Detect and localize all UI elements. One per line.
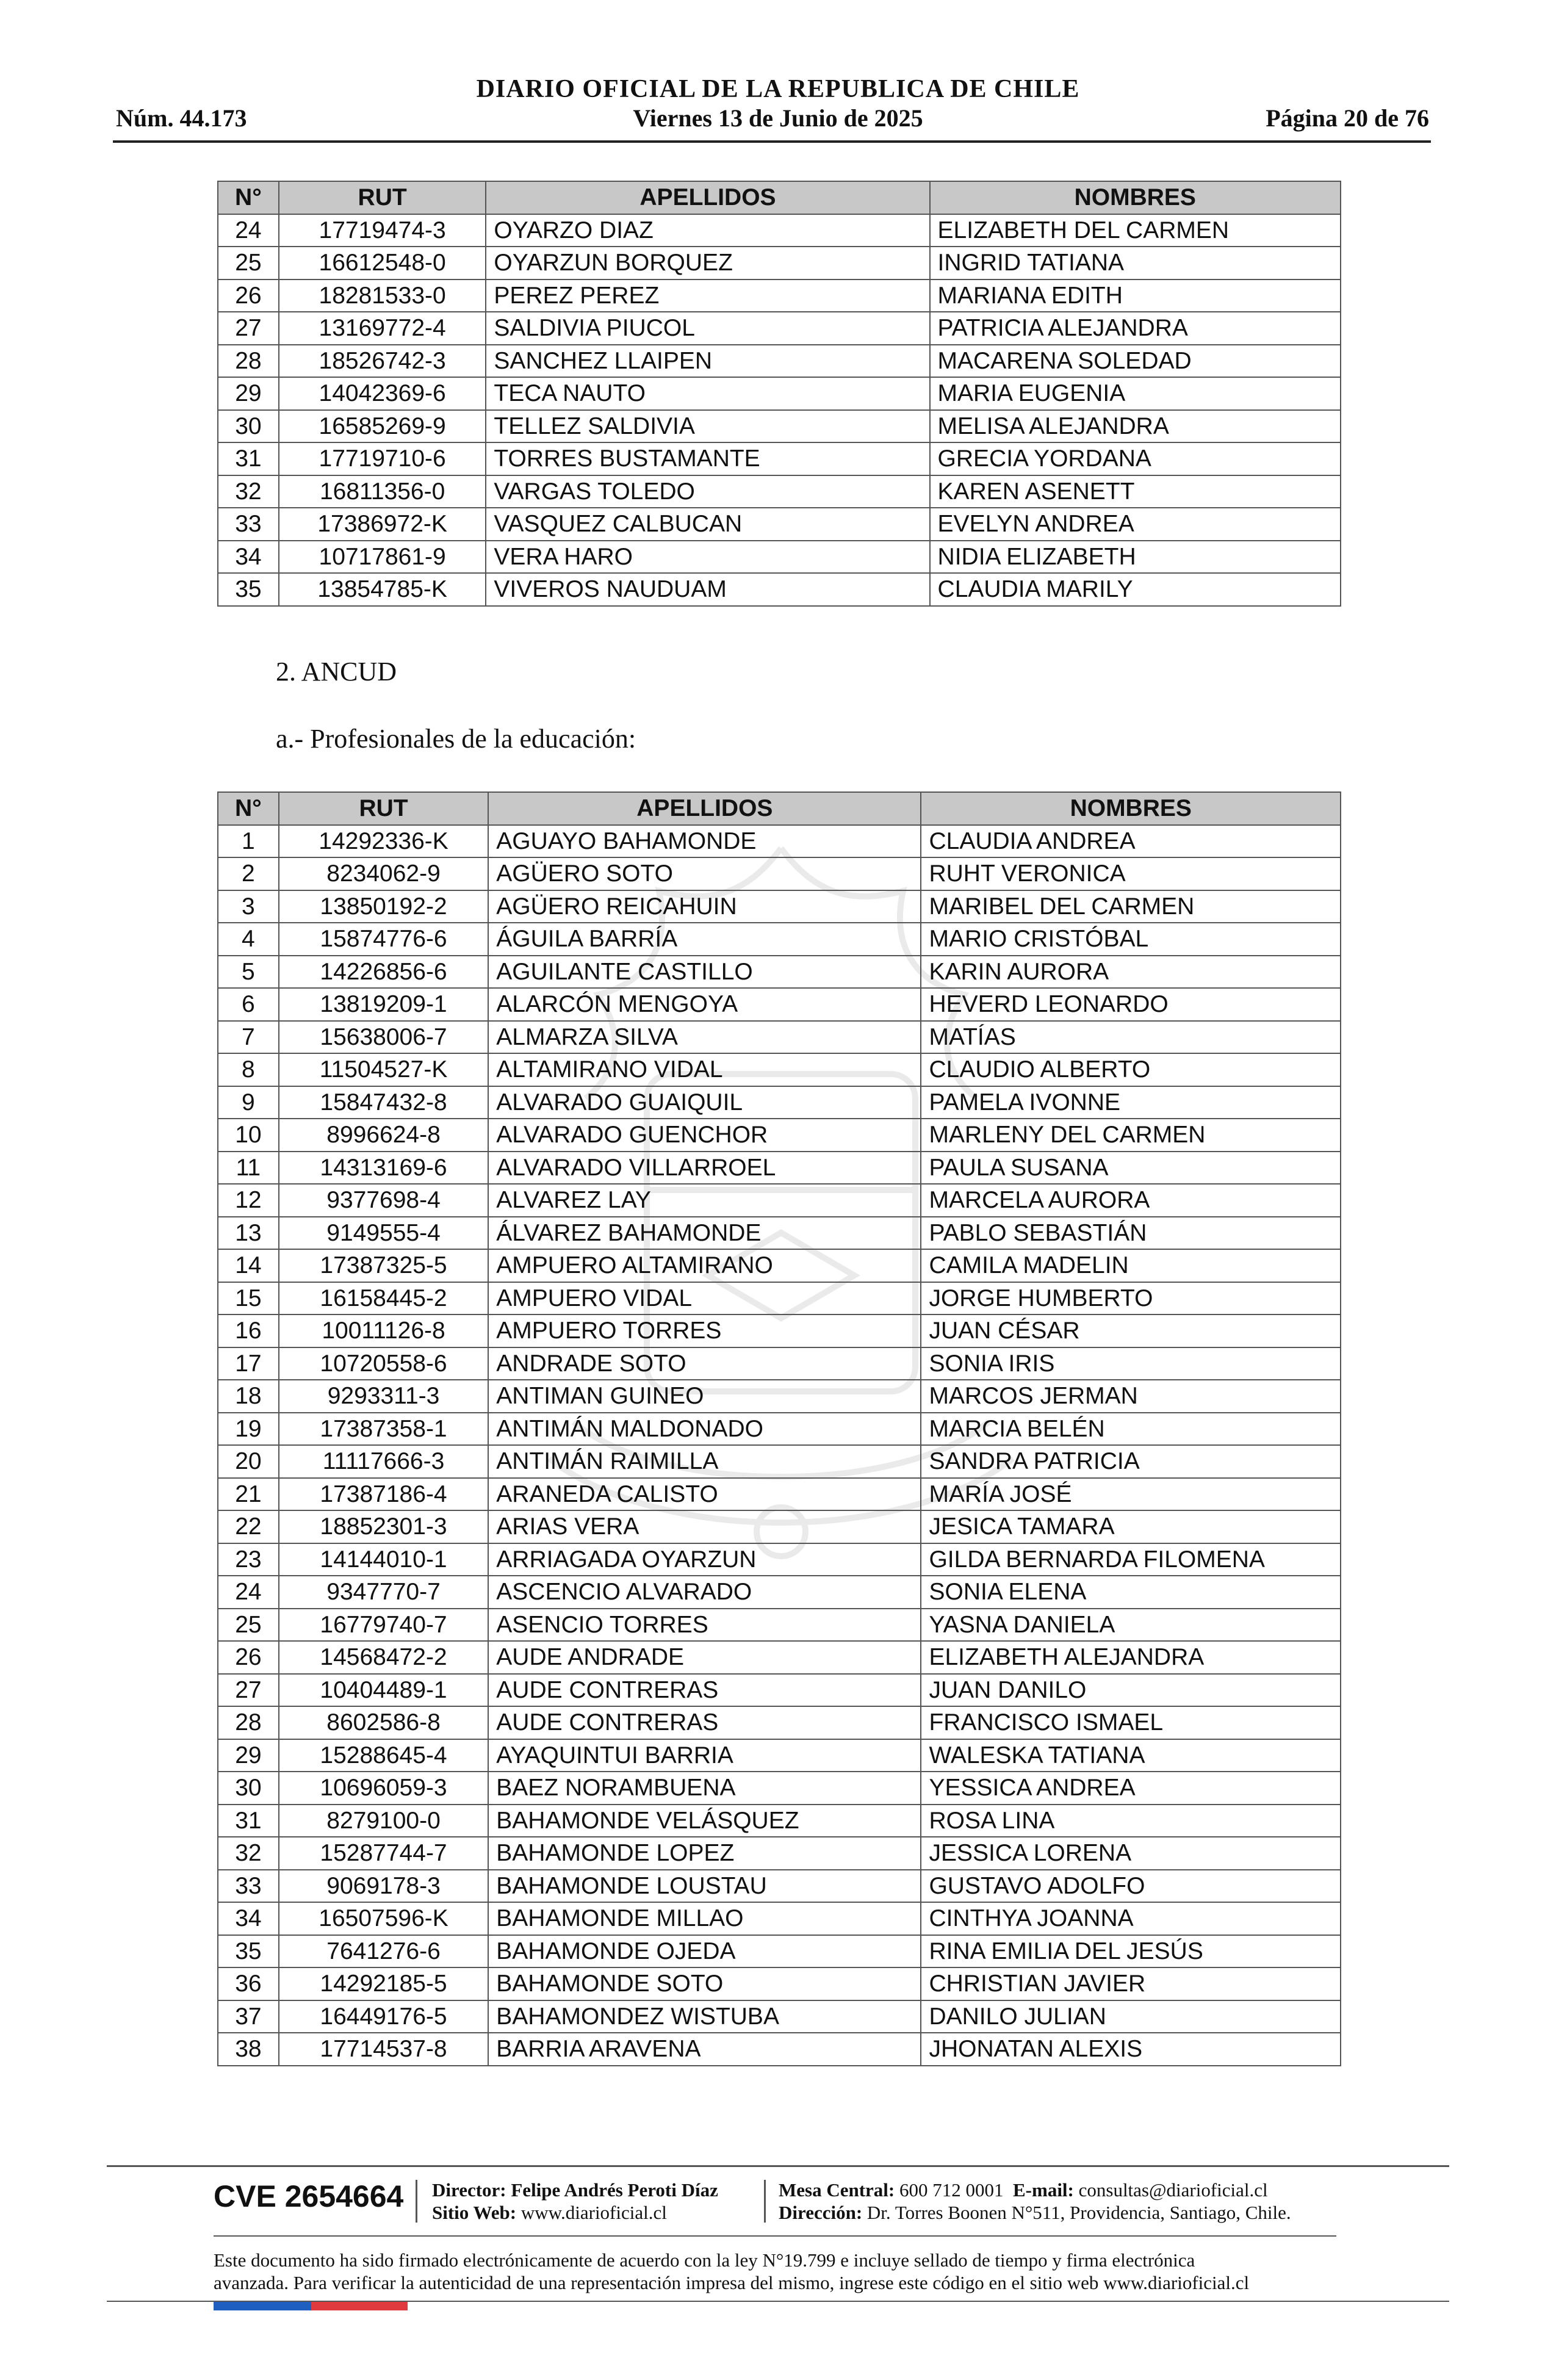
col-nombres-cell: EVELYN ANDREA bbox=[930, 508, 1341, 541]
col-apellidos-cell: SALDIVIA PIUCOL bbox=[486, 312, 929, 345]
col-number-cell: 13 bbox=[218, 1217, 279, 1250]
col-apellidos-cell: BAHAMONDE VELÁSQUEZ bbox=[488, 1805, 921, 1837]
phone-value: 600 712 0001 bbox=[899, 2179, 1004, 2201]
col-apellidos-cell: BAEZ NORAMBUENA bbox=[488, 1772, 921, 1805]
col-number-cell: 35 bbox=[218, 573, 279, 606]
col-rut-cell: 13819209-1 bbox=[279, 988, 488, 1021]
footer-director bbox=[432, 2179, 718, 2201]
col-apellidos-cell: ASENCIO TORRES bbox=[488, 1609, 921, 1642]
col-nombres-cell: MELISA ALEJANDRA bbox=[930, 410, 1341, 443]
col-number-cell: 24 bbox=[218, 1576, 279, 1609]
col-apellidos-cell: BAHAMONDE LOPEZ bbox=[488, 1837, 921, 1870]
table-ancud-professionals bbox=[217, 792, 1341, 2066]
col-apellidos-cell: ASCENCIO ALVARADO bbox=[488, 1576, 921, 1609]
col-rut-cell: 13169772-4 bbox=[279, 312, 486, 345]
col-nombres-cell: RINA EMILIA DEL JESÚS bbox=[921, 1935, 1341, 1968]
header-rule bbox=[113, 140, 1431, 143]
legal-line: Este documento ha sido firmado electrónicamente de acuerdo con la ley N°19.799 e incluye sellado de tiempo y firma electrónica bbox=[214, 2249, 1195, 2271]
footer-contact bbox=[779, 2179, 1268, 2201]
col-number-cell: 4 bbox=[218, 923, 279, 956]
col-apellidos-cell: TECA NAUTO bbox=[486, 377, 929, 410]
table-row bbox=[218, 1282, 1341, 1315]
footer-address bbox=[779, 2201, 1291, 2224]
col-apellidos-cell: ARANEDA CALISTO bbox=[488, 1478, 921, 1511]
col-nombres-cell: MATÍAS bbox=[921, 1021, 1341, 1054]
col-apellidos-cell: ANTIMÁN RAIMILLA bbox=[488, 1445, 921, 1478]
col-apellidos-header: APELLIDOS bbox=[488, 792, 921, 825]
col-rut-cell: 14292185-5 bbox=[279, 1967, 488, 2000]
col-number-cell: 25 bbox=[218, 247, 279, 279]
table-row bbox=[218, 1837, 1341, 1870]
col-number-cell: 27 bbox=[218, 1674, 279, 1707]
col-nombres-cell: PAULA SUSANA bbox=[921, 1152, 1341, 1185]
col-nombres-cell: CHRISTIAN JAVIER bbox=[921, 1967, 1341, 2000]
table-row bbox=[218, 1902, 1341, 1935]
table-row bbox=[218, 377, 1341, 410]
col-nombres-cell: WALESKA TATIANA bbox=[921, 1739, 1341, 1772]
col-rut-cell: 14042369-6 bbox=[279, 377, 486, 410]
col-number-cell: 1 bbox=[218, 825, 279, 858]
table-row bbox=[218, 1576, 1341, 1609]
col-apellidos-cell: BAHAMONDE OJEDA bbox=[488, 1935, 921, 1968]
table-row bbox=[218, 1805, 1341, 1837]
col-apellidos-cell: ÁLVAREZ BAHAMONDE bbox=[488, 1217, 921, 1250]
col-apellidos-cell: ALVARADO VILLARROEL bbox=[488, 1152, 921, 1185]
gazette-title: DIARIO OFICIAL DE LA REPUBLICA DE CHILE bbox=[476, 75, 1080, 103]
table-row bbox=[218, 279, 1341, 312]
col-apellidos-cell: AYAQUINTUI BARRIA bbox=[488, 1739, 921, 1772]
table-row bbox=[218, 988, 1341, 1021]
table-row bbox=[218, 1772, 1341, 1805]
footer-website bbox=[432, 2201, 667, 2224]
table-row bbox=[218, 312, 1341, 345]
col-number-cell: 27 bbox=[218, 312, 279, 345]
col-number-header: N° bbox=[218, 792, 279, 825]
col-apellidos-cell: ALARCÓN MENGOYA bbox=[488, 988, 921, 1021]
col-number-cell: 28 bbox=[218, 1706, 279, 1739]
col-rut-cell: 18281533-0 bbox=[279, 279, 486, 312]
col-nombres-cell: MARIO CRISTÓBAL bbox=[921, 923, 1341, 956]
page-number: Página 20 de 76 bbox=[1266, 104, 1429, 132]
col-nombres-cell: MARCIA BELÉN bbox=[921, 1413, 1341, 1446]
col-nombres-cell: JESICA TAMARA bbox=[921, 1510, 1341, 1543]
col-rut-cell: 17719710-6 bbox=[279, 442, 486, 475]
col-rut-cell: 17714537-8 bbox=[279, 2033, 488, 2066]
col-rut-cell: 17719474-3 bbox=[279, 214, 486, 247]
col-rut-cell: 14144010-1 bbox=[279, 1543, 488, 1576]
col-apellidos-cell: BAHAMONDE MILLAO bbox=[488, 1902, 921, 1935]
table-row bbox=[218, 1739, 1341, 1772]
col-nombres-cell: RUHT VERONICA bbox=[921, 857, 1341, 890]
col-rut-cell: 9347770-7 bbox=[279, 1576, 488, 1609]
col-nombres-cell: JORGE HUMBERTO bbox=[921, 1282, 1341, 1315]
col-apellidos-cell: AGUILANTE CASTILLO bbox=[488, 956, 921, 989]
cve-code: CVE 2654664 bbox=[214, 2179, 404, 2213]
col-number-cell: 7 bbox=[218, 1021, 279, 1054]
footer-mid-rule bbox=[214, 2235, 1336, 2237]
table-row bbox=[218, 1217, 1341, 1250]
col-number-cell: 16 bbox=[218, 1314, 279, 1347]
col-nombres-cell: MACARENA SOLEDAD bbox=[930, 345, 1341, 378]
col-apellidos-cell: ARRIAGADA OYARZUN bbox=[488, 1543, 921, 1576]
col-nombres-cell: MARÍA JOSÉ bbox=[921, 1478, 1341, 1511]
col-nombres-cell: SANDRA PATRICIA bbox=[921, 1445, 1341, 1478]
table-row bbox=[218, 442, 1341, 475]
table-row bbox=[218, 1641, 1341, 1674]
col-number-cell: 34 bbox=[218, 541, 279, 574]
web-value[interactable]: www.diarioficial.cl bbox=[520, 2202, 667, 2223]
col-nombres-cell: SONIA ELENA bbox=[921, 1576, 1341, 1609]
col-number-cell: 12 bbox=[218, 1184, 279, 1217]
col-nombres-cell: ELIZABETH DEL CARMEN bbox=[930, 214, 1341, 247]
col-rut-cell: 16507596-K bbox=[279, 1902, 488, 1935]
col-rut-cell: 7641276-6 bbox=[279, 1935, 488, 1968]
col-number-cell: 5 bbox=[218, 956, 279, 989]
col-nombres-cell: GILDA BERNARDA FILOMENA bbox=[921, 1543, 1341, 1576]
col-nombres-cell: NIDIA ELIZABETH bbox=[930, 541, 1341, 574]
col-rut-header: RUT bbox=[279, 792, 488, 825]
col-rut-cell: 17387325-5 bbox=[279, 1249, 488, 1282]
col-rut-cell: 17386972-K bbox=[279, 508, 486, 541]
director-label: Director: bbox=[432, 2179, 506, 2201]
footer-divider bbox=[416, 2180, 417, 2223]
table-row bbox=[218, 857, 1341, 890]
table-row bbox=[218, 214, 1341, 247]
col-nombres-cell: YESSICA ANDREA bbox=[921, 1772, 1341, 1805]
col-apellidos-cell: AUDE CONTRERAS bbox=[488, 1706, 921, 1739]
col-rut-cell: 10720558-6 bbox=[279, 1347, 488, 1380]
table-row bbox=[218, 1347, 1341, 1380]
col-number-header: N° bbox=[218, 181, 279, 214]
col-apellidos-cell: BAHAMONDEZ WISTUBA bbox=[488, 2000, 921, 2033]
col-rut-cell: 15287744-7 bbox=[279, 1837, 488, 1870]
col-rut-cell: 8279100-0 bbox=[279, 1805, 488, 1837]
col-number-cell: 30 bbox=[218, 1772, 279, 1805]
col-rut-cell: 8602586-8 bbox=[279, 1706, 488, 1739]
col-number-cell: 31 bbox=[218, 442, 279, 475]
table-row bbox=[218, 1314, 1341, 1347]
col-number-cell: 15 bbox=[218, 1282, 279, 1315]
col-apellidos-cell: VIVEROS NAUDUAM bbox=[486, 573, 929, 606]
col-apellidos-cell: ANTIMAN GUINEO bbox=[488, 1380, 921, 1413]
table-row bbox=[218, 1053, 1341, 1086]
table-row bbox=[218, 1086, 1341, 1119]
col-number-cell: 9 bbox=[218, 1086, 279, 1119]
col-rut-cell: 14292336-K bbox=[279, 825, 488, 858]
col-number-cell: 35 bbox=[218, 1935, 279, 1968]
col-number-cell: 32 bbox=[218, 1837, 279, 1870]
col-nombres-cell: MARCOS JERMAN bbox=[921, 1380, 1341, 1413]
col-apellidos-cell: AGUAYO BAHAMONDE bbox=[488, 825, 921, 858]
col-nombres-cell: ROSA LINA bbox=[921, 1805, 1341, 1837]
email-label: E-mail: bbox=[1013, 2179, 1074, 2201]
col-nombres-cell: FRANCISCO ISMAEL bbox=[921, 1706, 1341, 1739]
col-apellidos-cell: ALTAMIRANO VIDAL bbox=[488, 1053, 921, 1086]
col-rut-cell: 15638006-7 bbox=[279, 1021, 488, 1054]
col-number-cell: 28 bbox=[218, 345, 279, 378]
col-number-cell: 24 bbox=[218, 214, 279, 247]
col-apellidos-cell: VERA HARO bbox=[486, 541, 929, 574]
col-apellidos-cell: ALMARZA SILVA bbox=[488, 1021, 921, 1054]
col-nombres-cell: HEVERD LEONARDO bbox=[921, 988, 1341, 1021]
table-header-row bbox=[218, 181, 1341, 214]
col-apellidos-cell: BAHAMONDE SOTO bbox=[488, 1967, 921, 2000]
col-number-cell: 23 bbox=[218, 1543, 279, 1576]
table-row bbox=[218, 1249, 1341, 1282]
col-rut-cell: 16779740-7 bbox=[279, 1609, 488, 1642]
table-row bbox=[218, 1543, 1341, 1576]
col-apellidos-cell: AUDE CONTRERAS bbox=[488, 1674, 921, 1707]
table-row bbox=[218, 508, 1341, 541]
col-nombres-cell: MARCELA AURORA bbox=[921, 1184, 1341, 1217]
col-apellidos-cell: ANTIMÁN MALDONADO bbox=[488, 1413, 921, 1446]
col-nombres-cell: JUAN DANILO bbox=[921, 1674, 1341, 1707]
col-number-cell: 31 bbox=[218, 1805, 279, 1837]
table-row bbox=[218, 1967, 1341, 2000]
col-rut-cell: 11117666-3 bbox=[279, 1445, 488, 1478]
table-row bbox=[218, 1674, 1341, 1707]
table-row bbox=[218, 1380, 1341, 1413]
col-rut-cell: 15874776-6 bbox=[279, 923, 488, 956]
issue-number: Núm. 44.173 bbox=[116, 104, 247, 132]
col-apellidos-cell: ÁGUILA BARRÍA bbox=[488, 923, 921, 956]
col-rut-cell: 13850192-2 bbox=[279, 890, 488, 923]
col-rut-cell: 17387358-1 bbox=[279, 1413, 488, 1446]
col-number-cell: 26 bbox=[218, 279, 279, 312]
col-nombres-cell: CINTHYA JOANNA bbox=[921, 1902, 1341, 1935]
col-number-cell: 10 bbox=[218, 1119, 279, 1152]
col-rut-cell: 13854785-K bbox=[279, 573, 486, 606]
col-number-cell: 37 bbox=[218, 2000, 279, 2033]
col-rut-cell: 16811356-0 bbox=[279, 475, 486, 508]
col-number-cell: 18 bbox=[218, 1380, 279, 1413]
col-rut-cell: 16158445-2 bbox=[279, 1282, 488, 1315]
col-number-cell: 3 bbox=[218, 890, 279, 923]
col-apellidos-cell: BARRIA ARAVENA bbox=[488, 2033, 921, 2066]
col-apellidos-cell: TORRES BUSTAMANTE bbox=[486, 442, 929, 475]
col-nombres-cell: CLAUDIA MARILY bbox=[930, 573, 1341, 606]
col-rut-cell: 9149555-4 bbox=[279, 1217, 488, 1250]
col-number-cell: 32 bbox=[218, 475, 279, 508]
table-row bbox=[218, 1021, 1341, 1054]
col-rut-cell: 16449176-5 bbox=[279, 2000, 488, 2033]
table-row bbox=[218, 1706, 1341, 1739]
col-number-cell: 25 bbox=[218, 1609, 279, 1642]
col-nombres-cell: PABLO SEBASTIÁN bbox=[921, 1217, 1341, 1250]
table-row bbox=[218, 1609, 1341, 1642]
col-apellidos-cell: VARGAS TOLEDO bbox=[486, 475, 929, 508]
table-row bbox=[218, 345, 1341, 378]
col-rut-cell: 10404489-1 bbox=[279, 1674, 488, 1707]
col-rut-cell: 16585269-9 bbox=[279, 410, 486, 443]
col-nombres-cell: KARIN AURORA bbox=[921, 956, 1341, 989]
footer-divider bbox=[764, 2180, 766, 2223]
col-number-cell: 8 bbox=[218, 1053, 279, 1086]
col-apellidos-cell: ALVAREZ LAY bbox=[488, 1184, 921, 1217]
col-number-cell: 21 bbox=[218, 1478, 279, 1511]
col-nombres-cell: ELIZABETH ALEJANDRA bbox=[921, 1641, 1341, 1674]
col-apellidos-cell: TELLEZ SALDIVIA bbox=[486, 410, 929, 443]
col-number-cell: 30 bbox=[218, 410, 279, 443]
table-row bbox=[218, 1478, 1341, 1511]
col-rut-cell: 18526742-3 bbox=[279, 345, 486, 378]
section-title: 2. ANCUD bbox=[276, 657, 397, 687]
col-apellidos-cell: BAHAMONDE LOUSTAU bbox=[488, 1870, 921, 1903]
col-apellidos-cell: ANDRADE SOTO bbox=[488, 1347, 921, 1380]
col-number-cell: 19 bbox=[218, 1413, 279, 1446]
col-rut-cell: 17387186-4 bbox=[279, 1478, 488, 1511]
phone-label: Mesa Central: bbox=[779, 2179, 895, 2201]
col-apellidos-cell: PEREZ PEREZ bbox=[486, 279, 929, 312]
col-nombres-cell: MARIBEL DEL CARMEN bbox=[921, 890, 1341, 923]
col-number-cell: 34 bbox=[218, 1902, 279, 1935]
col-number-cell: 2 bbox=[218, 857, 279, 890]
col-rut-cell: 18852301-3 bbox=[279, 1510, 488, 1543]
col-number-cell: 38 bbox=[218, 2033, 279, 2066]
col-number-cell: 11 bbox=[218, 1152, 279, 1185]
col-nombres-cell: CLAUDIA ANDREA bbox=[921, 825, 1341, 858]
col-number-cell: 29 bbox=[218, 1739, 279, 1772]
section-subtitle: a.- Profesionales de la educación: bbox=[276, 724, 636, 754]
table-row bbox=[218, 956, 1341, 989]
col-nombres-header: NOMBRES bbox=[930, 181, 1341, 214]
col-apellidos-cell: AGÜERO SOTO bbox=[488, 857, 921, 890]
col-nombres-cell: JUAN CÉSAR bbox=[921, 1314, 1341, 1347]
col-apellidos-cell: OYARZO DIAZ bbox=[486, 214, 929, 247]
col-apellidos-header: APELLIDOS bbox=[486, 181, 929, 214]
address-value: Dr. Torres Boonen N°511, Providencia, Santiago, Chile. bbox=[866, 2202, 1291, 2223]
col-nombres-cell: PAMELA IVONNE bbox=[921, 1086, 1341, 1119]
col-rut-cell: 9069178-3 bbox=[279, 1870, 488, 1903]
col-rut-cell: 16612548-0 bbox=[279, 247, 486, 279]
col-rut-cell: 15847432-8 bbox=[279, 1086, 488, 1119]
table-row bbox=[218, 1510, 1341, 1543]
col-nombres-cell: CAMILA MADELIN bbox=[921, 1249, 1341, 1282]
table-row bbox=[218, 890, 1341, 923]
col-apellidos-cell: AMPUERO VIDAL bbox=[488, 1282, 921, 1315]
col-nombres-cell: GRECIA YORDANA bbox=[930, 442, 1341, 475]
col-number-cell: 36 bbox=[218, 1967, 279, 2000]
table-continued-list bbox=[217, 181, 1341, 607]
col-number-cell: 33 bbox=[218, 1870, 279, 1903]
table-row bbox=[218, 1445, 1341, 1478]
table-row bbox=[218, 1184, 1341, 1217]
col-rut-cell: 10717861-9 bbox=[279, 541, 486, 574]
table-row bbox=[218, 2000, 1341, 2033]
table-row bbox=[218, 1119, 1341, 1152]
table-row bbox=[218, 247, 1341, 279]
col-nombres-cell: INGRID TATIANA bbox=[930, 247, 1341, 279]
col-rut-header: RUT bbox=[279, 181, 486, 214]
col-rut-cell: 10011126-8 bbox=[279, 1314, 488, 1347]
table-row bbox=[218, 1152, 1341, 1185]
table-row bbox=[218, 1870, 1341, 1903]
table-row bbox=[218, 923, 1341, 956]
col-number-cell: 29 bbox=[218, 377, 279, 410]
col-nombres-cell: CLAUDIO ALBERTO bbox=[921, 1053, 1341, 1086]
col-nombres-header: NOMBRES bbox=[921, 792, 1341, 825]
table-row bbox=[218, 410, 1341, 443]
col-number-cell: 14 bbox=[218, 1249, 279, 1282]
col-apellidos-cell: AMPUERO ALTAMIRANO bbox=[488, 1249, 921, 1282]
col-number-cell: 33 bbox=[218, 508, 279, 541]
col-rut-cell: 14313169-6 bbox=[279, 1152, 488, 1185]
flag-stripe-red bbox=[311, 2302, 408, 2310]
col-rut-cell: 8996624-8 bbox=[279, 1119, 488, 1152]
col-number-cell: 26 bbox=[218, 1641, 279, 1674]
col-rut-cell: 15288645-4 bbox=[279, 1739, 488, 1772]
col-nombres-cell: JHONATAN ALEXIS bbox=[921, 2033, 1341, 2066]
address-label: Dirección: bbox=[779, 2202, 863, 2223]
col-rut-cell: 9293311-3 bbox=[279, 1380, 488, 1413]
legal-line: avanzada. Para verificar la autenticidad de una representación impresa del mismo, ingrese este código en el sitio web www.diarioficial.cl bbox=[214, 2272, 1250, 2293]
web-label: Sitio Web: bbox=[432, 2202, 517, 2223]
col-apellidos-cell: ALVARADO GUENCHOR bbox=[488, 1119, 921, 1152]
legal-notice bbox=[214, 2249, 1373, 2294]
col-rut-cell: 14226856-6 bbox=[279, 956, 488, 989]
col-nombres-cell: SONIA IRIS bbox=[921, 1347, 1341, 1380]
col-apellidos-cell: SANCHEZ LLAIPEN bbox=[486, 345, 929, 378]
col-nombres-cell: JESSICA LORENA bbox=[921, 1837, 1341, 1870]
issue-date: Viernes 13 de Junio de 2025 bbox=[633, 104, 923, 132]
col-rut-cell: 9377698-4 bbox=[279, 1184, 488, 1217]
col-nombres-cell: GUSTAVO ADOLFO bbox=[921, 1870, 1341, 1903]
table-row bbox=[218, 1413, 1341, 1446]
col-rut-cell: 8234062-9 bbox=[279, 857, 488, 890]
col-apellidos-cell: AUDE ANDRADE bbox=[488, 1641, 921, 1674]
table-row bbox=[218, 573, 1341, 606]
col-nombres-cell: YASNA DANIELA bbox=[921, 1609, 1341, 1642]
table-row bbox=[218, 541, 1341, 574]
footer-top-rule bbox=[107, 2165, 1449, 2167]
col-rut-cell: 10696059-3 bbox=[279, 1772, 488, 1805]
table-row bbox=[218, 825, 1341, 858]
col-nombres-cell: MARIANA EDITH bbox=[930, 279, 1341, 312]
col-apellidos-cell: AGÜERO REICAHUIN bbox=[488, 890, 921, 923]
table-row bbox=[218, 2033, 1341, 2066]
col-nombres-cell: PATRICIA ALEJANDRA bbox=[930, 312, 1341, 345]
col-nombres-cell: MARIA EUGENIA bbox=[930, 377, 1341, 410]
col-number-cell: 22 bbox=[218, 1510, 279, 1543]
col-rut-cell: 11504527-K bbox=[279, 1053, 488, 1086]
col-apellidos-cell: ARIAS VERA bbox=[488, 1510, 921, 1543]
col-apellidos-cell: OYARZUN BORQUEZ bbox=[486, 247, 929, 279]
col-nombres-cell: DANILO JULIAN bbox=[921, 2000, 1341, 2033]
col-number-cell: 20 bbox=[218, 1445, 279, 1478]
col-number-cell: 17 bbox=[218, 1347, 279, 1380]
col-number-cell: 6 bbox=[218, 988, 279, 1021]
table-row bbox=[218, 475, 1341, 508]
col-nombres-cell: MARLENY DEL CARMEN bbox=[921, 1119, 1341, 1152]
table-header-row bbox=[218, 792, 1341, 825]
col-apellidos-cell: ALVARADO GUAIQUIL bbox=[488, 1086, 921, 1119]
flag-stripe-blue bbox=[214, 2302, 311, 2310]
col-apellidos-cell: AMPUERO TORRES bbox=[488, 1314, 921, 1347]
director-value: Felipe Andrés Peroti Díaz bbox=[511, 2179, 718, 2201]
col-rut-cell: 14568472-2 bbox=[279, 1641, 488, 1674]
table-row bbox=[218, 1935, 1341, 1968]
col-apellidos-cell: VASQUEZ CALBUCAN bbox=[486, 508, 929, 541]
col-nombres-cell: KAREN ASENETT bbox=[930, 475, 1341, 508]
email-value[interactable]: consultas@diarioficial.cl bbox=[1078, 2179, 1268, 2201]
